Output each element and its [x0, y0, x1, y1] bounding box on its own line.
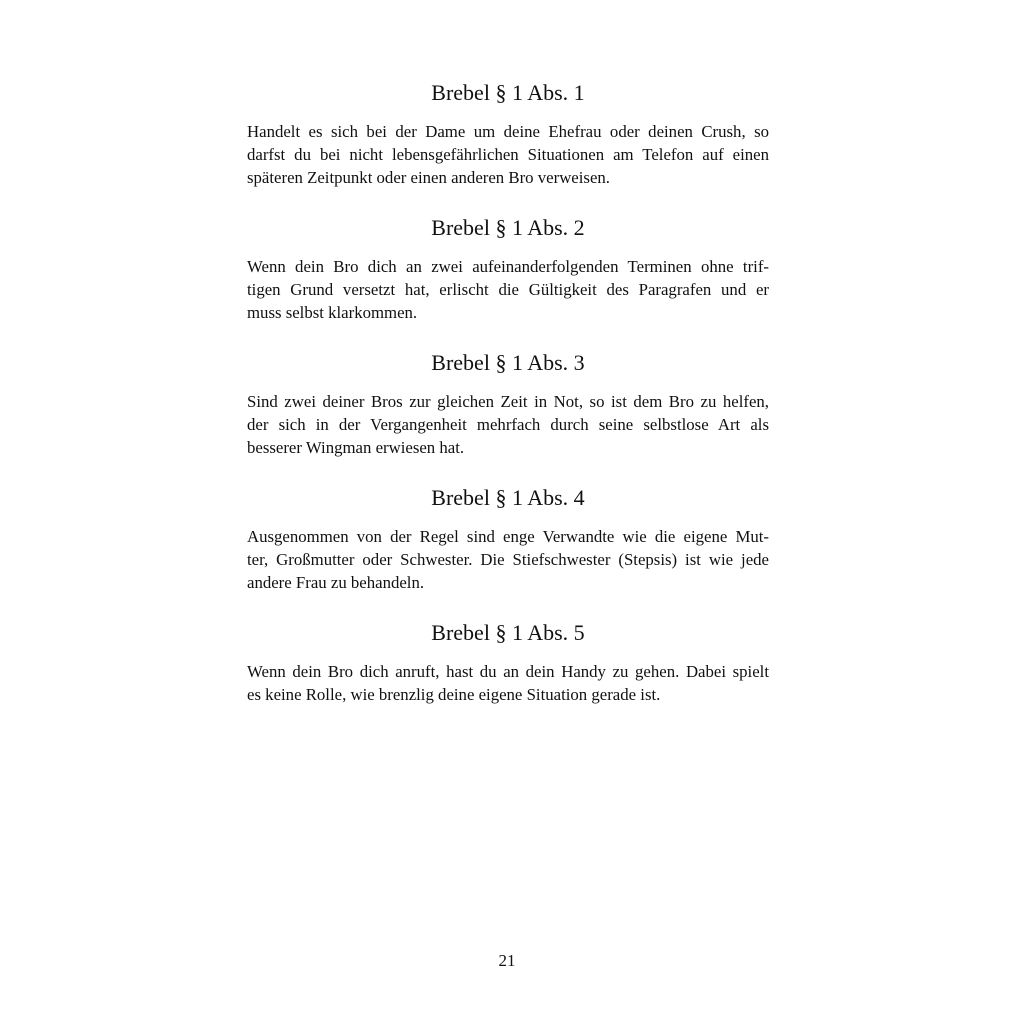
section-paragraph: [247, 120, 769, 189]
section-paragraph: [247, 390, 769, 459]
section-abs-1: [247, 80, 769, 189]
paragraph-line: andere Frau zu behandeln.: [247, 573, 425, 592]
paragraph-line: es keine Rolle, wie brenzlig deine eigene Situation gerade ist.: [247, 685, 661, 704]
paragraph-line: besserer Wingman erwiesen hat.: [247, 438, 465, 457]
section-abs-5: [247, 620, 769, 706]
section-abs-4: [247, 485, 769, 594]
paragraph-line: muss selbst klarkommen.: [247, 303, 418, 322]
section-heading: Brebel § 1 Abs. 1: [431, 80, 585, 105]
paragraph-line: Ausgenommen von der Regel sind enge Verwandte wie die eigene Mut-: [247, 527, 769, 546]
page-number: 21: [498, 951, 516, 970]
section-heading: Brebel § 1 Abs. 2: [431, 215, 585, 240]
paragraph-line: Wenn dein Bro dich anruft, hast du an dein Handy zu gehen. Dabei spielt: [247, 662, 769, 681]
section-paragraph: [247, 660, 769, 706]
paragraph-line: Wenn dein Bro dich an zwei aufeinanderfolgenden Terminen ohne trif-: [247, 257, 769, 276]
section-heading: Brebel § 1 Abs. 5: [431, 620, 585, 645]
paragraph-line: der sich in der Vergangenheit mehrfach durch seine selbstlose Art als: [247, 415, 769, 434]
paragraph-line: tigen Grund versetzt hat, erlischt die Gültigkeit des Paragrafen und er: [247, 280, 769, 299]
section-heading: Brebel § 1 Abs. 4: [431, 485, 585, 510]
paragraph-line: darfst du bei nicht lebensgefährlichen Situationen am Telefon auf einen: [247, 145, 769, 164]
paragraph-line: Sind zwei deiner Bros zur gleichen Zeit in Not, so ist dem Bro zu helfen,: [247, 392, 769, 411]
section-abs-3: [247, 350, 769, 459]
section-abs-2: [247, 215, 769, 324]
paragraph-line: Handelt es sich bei der Dame um deine Ehefrau oder deinen Crush, so: [247, 122, 769, 141]
section-paragraph: [247, 255, 769, 324]
section-heading: Brebel § 1 Abs. 3: [431, 350, 585, 375]
paragraph-line: ter, Großmutter oder Schwester. Die Stiefschwester (Stepsis) ist wie jede: [247, 550, 769, 569]
paragraph-line: späteren Zeitpunkt oder einen anderen Bro verweisen.: [247, 168, 610, 187]
section-paragraph: [247, 525, 769, 594]
